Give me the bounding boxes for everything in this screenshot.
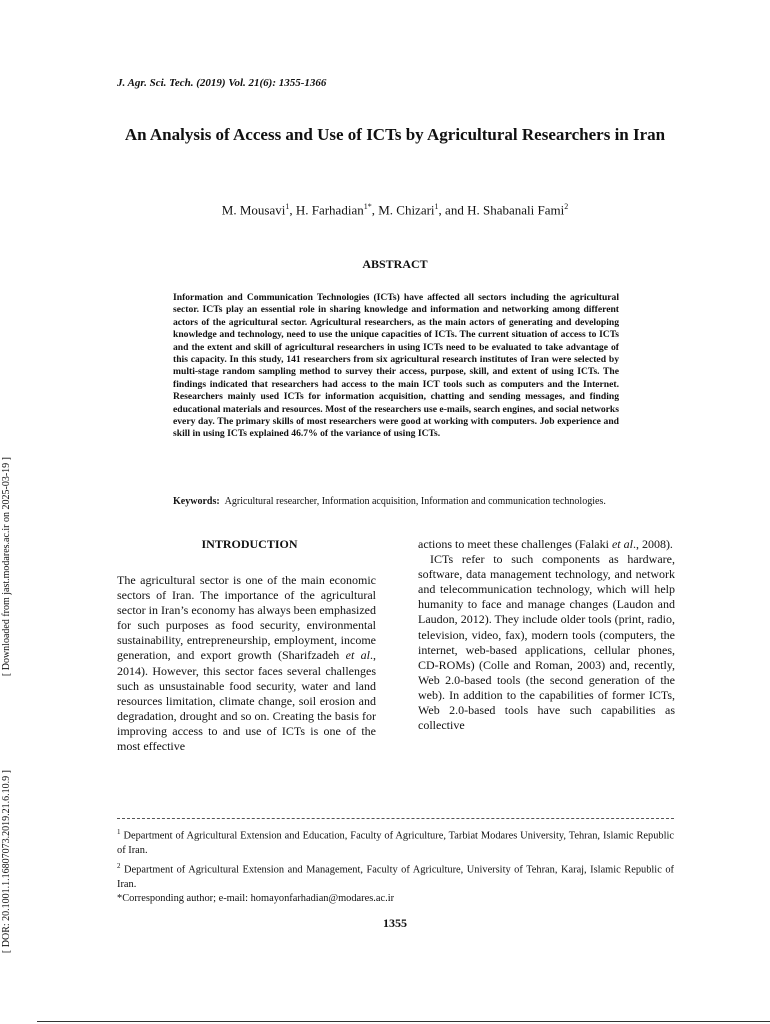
body-column-left [117,573,376,754]
body-text: ., 2008). [632,537,673,551]
body-text-italic: et al [345,648,370,663]
side-doi-text: [ DOR: 20.1001.1.16807073.2019.21.6.10.9 ] [1,770,12,954]
abstract-body: Information and Communication Technologies (ICTs) have affected all sectors including the agricultural sector. ICTs play an essential role in sharing knowledge and information and networking among different actors of the agricultural sector. Agricultural researchers, as the main actors of generating and developing knowledge and technology, need to use the unique capacities of ICTs. The current situation of access to ICTs and the extent and skill of agricultural researchers in using ICTs need to be evaluated to take advantage of this capacity. In this study, 141 researchers from six agricultural research institutes of Iran were selected by multi-stage random sampling method to survey their access, purpose, skill, and extent of using ICTs. The findings indicated that researchers had access to the main ICT tools such as computers and the Internet. Researchers mainly used ICTs for information acquisition, chatting and sending messages, and finding educational materials and resources. Most of the researchers use e-mails, search engines, and social networks every day. The primary skills of most researchers were good at working with computers. Job experience and skill in using ICTs explained 46.7% of the variance of using ICTs. [173,292,619,440]
author-affiliation-mark: 1 [434,202,439,211]
footnote-divider [117,818,674,819]
keywords-text: Agricultural researcher, Information acquisition, Information and communication technologies. [224,496,606,507]
footnote [117,892,674,907]
author-name: H. Shabanali Fami [467,202,565,218]
footnote-text: Department of Agricultural Extension and Education, Faculty of Agriculture, Tarbiat Modares University, Tehran, Islamic Republic of Iran. [117,830,674,857]
body-text: The agricultural sector is one of the main economic sectors of Iran. The importance of the agricultural sector in Iran’s economy has always been emphasized for such purposes as food security, environmental sustainability, entrepreneurship, employment, income generation, and export growth (Sharifzadeh [117,573,376,663]
footnote-text: *Corresponding author; e-mail: homayonfarhadian@modares.ac.ir [117,893,395,905]
side-download-stamp [1,457,17,697]
author-affiliation-mark: 1 [285,202,290,211]
paper-title: An Analysis of Access and Use of ICTs by Agricultural Researchers in Iran [124,125,666,144]
keywords [173,496,619,509]
keywords-label: Keywords: [173,496,220,507]
author-affiliation-mark: 2 [564,202,569,211]
footnote-mark: 1 [117,828,121,836]
page-number: 1355 [383,916,407,930]
side-download-text: [ Downloaded from jast.modares.ac.ir on 2025-03-19 ] [1,457,12,677]
paragraph: ICTs refer to such components as hardware, software, data management technology, and network and telecommunication technology, which will help humanity to face and manage changes (Laudon and Laudon, 2012). They include older tools (print, radio, television, video, fax), modern tools (computers, the internet, web-based applications, cellular phones, CD-ROMs) (Colle and Roman, 2003) and, recently, Web 2.0-based tools (the second generation of the web). In addition to the capabilities of former ICTs, Web 2.0-based tools have such capabilities as collective [418,552,675,733]
author-name: M. Chizari [378,202,435,218]
body-text-italic: et al [611,537,633,551]
footnote-mark: 2 [117,861,121,870]
author-separator: , [289,202,296,218]
author-list [100,202,690,218]
author-name: M. Mousavi [221,202,286,218]
author-name: H. Farhadian [295,202,364,218]
footnotes [117,825,674,907]
paragraph [418,537,675,552]
side-doi-stamp [1,770,17,990]
section-heading-introduction: INTRODUCTION [201,537,298,551]
footnote [117,825,674,859]
author-separator: , and [438,202,468,218]
page-bottom-rule [37,1021,770,1022]
body-column-right [418,537,675,733]
author-separator: , [371,202,379,218]
abstract-heading: ABSTRACT [362,257,428,271]
author-affiliation-mark: 1* [363,202,372,211]
footnote [117,859,674,893]
footnote-text: Department of Agricultural Extension and Management, Faculty of Agriculture, University of Tehran, Karaj, Islamic Republic of Iran. [117,864,674,890]
body-text: ., 2014). However, this sector faces several challenges such as unsustainable food security, water and land resources limitation, climate change, soil erosion and degradation, drought and so on. Creating the basis for improving access to and use of ICTs is one of the most effective [117,648,376,754]
journal-header: J. Agr. Sci. Tech. (2019) Vol. 21(6): 1355-1366 [117,77,327,89]
body-text: actions to meet these challenges (Falaki [418,537,612,551]
